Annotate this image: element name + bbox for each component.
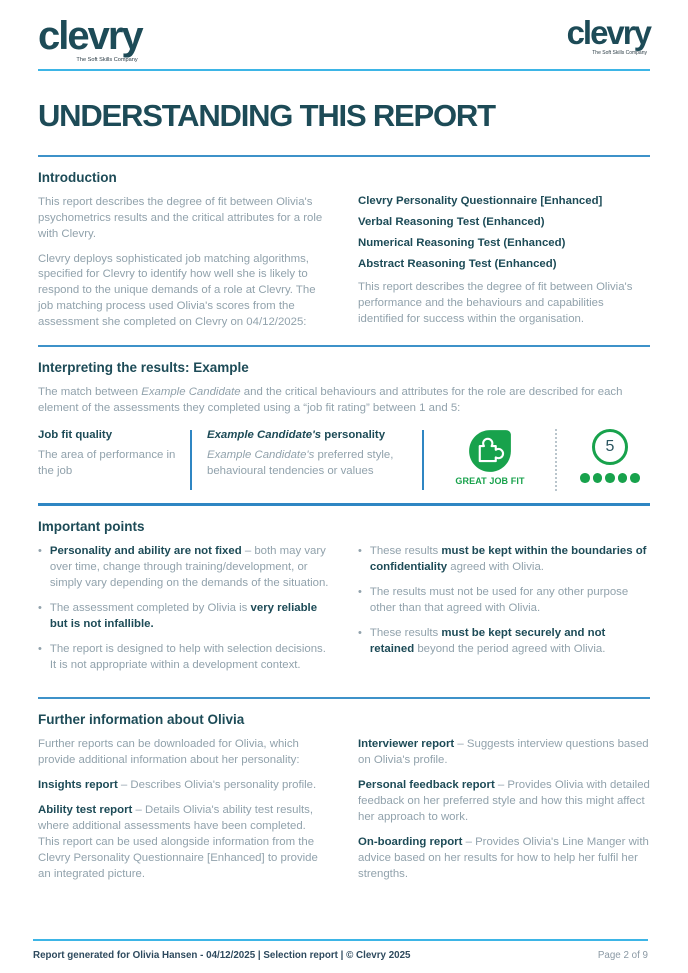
job-fit-rating-cell [571, 429, 649, 491]
rating-dot [593, 473, 603, 483]
header [38, 0, 650, 64]
rating-dot [580, 473, 590, 483]
title-rule [38, 155, 650, 157]
important-points-right-column [358, 544, 650, 683]
assessment-item: Numerical Reasoning Test (Enhanced) [358, 236, 566, 249]
bullet-dot: • [358, 627, 362, 640]
report-item: Interviewer report – Suggests interview questions based on Olivia's profile. [358, 738, 649, 767]
candidate-personality-cell [207, 429, 407, 491]
bullet-dot: • [38, 602, 42, 615]
bullet-dot: • [358, 586, 362, 599]
job-fit-quality-title: Job fit quality [38, 429, 113, 442]
introduction-paragraph: Clevry deploys sophisticated job matching algorithms, specified for Clevry to identify how well she is likely to respond to the unique demands of a role at Clevry. The job matching process used Olivia's scores from the assessment she completed on Clevry on 04/12/2025: [38, 252, 316, 329]
rating-dot [618, 473, 628, 483]
further-information-left-column [38, 737, 330, 883]
bullet-dot: • [38, 545, 42, 558]
vertical-divider [190, 430, 192, 490]
footer [33, 939, 648, 961]
bullet-item: • The assessment completed by Olivia is very reliable but is not infallible. [38, 601, 330, 633]
clevry-logo-right [567, 16, 650, 56]
vertical-divider [422, 430, 424, 490]
job-fit-badge-label: GREAT JOB FIT [455, 476, 525, 487]
assessment-item: Abstract Reasoning Test (Enhanced) [358, 257, 557, 270]
section-important-points [38, 519, 650, 699]
rating-circle [592, 429, 628, 465]
further-information-intro: Further reports can be downloaded for Olivia, which provide additional information about her personality: [38, 738, 300, 767]
job-fit-quality-cell [38, 429, 190, 491]
interpreting-paragraph: The match between Example Candidate and the critical behaviours and attributes for the role are described for each element of the assessments they completed using a “job fit rating” between 1 and 5: [38, 386, 623, 415]
page-title: UNDERSTANDING THIS REPORT [38, 97, 495, 133]
bullet-item: • Personality and ability are not fixed – both may vary over time, change through training/development, or simply vary depending on the demands of the situation. [38, 544, 330, 592]
job-fit-quality-desc: The area of performance in the job [38, 449, 176, 478]
bullet-item: • The report is designed to help with selection decisions. It is not appropriate within a development context. [38, 642, 330, 674]
candidate-personality-title: Example Candidate's personality [207, 429, 386, 442]
interpreting-heading: Interpreting the results: Example [38, 360, 249, 376]
important-points-heading: Important points [38, 519, 145, 535]
footer-report-info: Report generated for Olivia Hansen - 04/12/2025 | Selection report | © Clevry 2025 [33, 950, 411, 961]
clevry-logo-wordmark: clevry [38, 14, 142, 58]
bullet-item: • These results must be kept securely and not retained beyond the period agreed with Olivia. [358, 626, 650, 658]
bullet-dot: • [38, 643, 42, 656]
important-points-left-column [38, 544, 330, 683]
section-further-information [38, 712, 650, 883]
bullet-item: • These results must be kept within the boundaries of confidentiality agreed with Olivia. [358, 544, 650, 576]
clevry-logo-wordmark: clevry [566, 14, 650, 51]
section-rule [38, 345, 650, 347]
job-fit-badge [439, 429, 541, 491]
introduction-right-paragraph: This report describes the degree of fit between Olivia's performance and the behaviours and capabilities identified for success within the organisation. [358, 280, 633, 325]
page-number: Page 2 of 9 [597, 950, 648, 961]
further-information-heading: Further information about Olivia [38, 712, 245, 728]
section-rule [38, 697, 650, 699]
job-fit-example-row [38, 429, 650, 491]
report-item: Personal feedback report – Provides Olivia with detailed feedback on her preferred style and how this might affect her approach to work. [358, 779, 650, 823]
section-introduction [38, 170, 650, 348]
report-item: Insights report – Describes Olivia's personality profile. [38, 779, 317, 791]
introduction-right-column [358, 195, 650, 332]
assessment-item: Clevry Personality Questionnaire [Enhanced] [358, 194, 603, 207]
further-information-right-column [358, 737, 650, 883]
clevry-logo-left [38, 16, 142, 64]
bullet-dot: • [358, 545, 362, 558]
rating-dots [580, 473, 640, 483]
section-interpreting-results [38, 360, 650, 506]
footer-rule [33, 939, 648, 941]
dotted-divider [555, 429, 557, 491]
introduction-heading: Introduction [38, 169, 117, 185]
bullet-item: • The results must not be used for any other purpose other than that agreed with Olivia. [358, 585, 650, 617]
assessment-item: Verbal Reasoning Test (Enhanced) [358, 215, 545, 228]
clevry-logo-tagline: The Soft Skills Company [592, 50, 647, 56]
candidate-personality-desc: Example Candidate's preferred style, behavioural tendencies or values [207, 449, 394, 478]
report-item: On-boarding report – Provides Olivia's Line Manger with advice based on her results for how to help her fulfil her strengths. [358, 835, 649, 880]
introduction-left-column [38, 195, 330, 332]
rating-dot [605, 473, 615, 483]
puzzle-piece-icon [468, 429, 512, 473]
section-rule-thick [38, 503, 650, 506]
report-item: Ability test report – Details Olivia's ability test results, where additional assessments have been completed. This report can be used alongside information from the Clevry Personality Questionnaire [Enhanced] to provide an integrated picture. [38, 803, 318, 880]
clevry-logo-tagline: The Soft Skills Company [76, 57, 138, 63]
header-rule [38, 69, 650, 71]
rating-dot [630, 473, 640, 483]
introduction-paragraph: This report describes the degree of fit between Olivia's psychometrics results and the critical attributes for a role with Clevry. [38, 195, 323, 240]
rating-value: 5 [605, 438, 615, 456]
